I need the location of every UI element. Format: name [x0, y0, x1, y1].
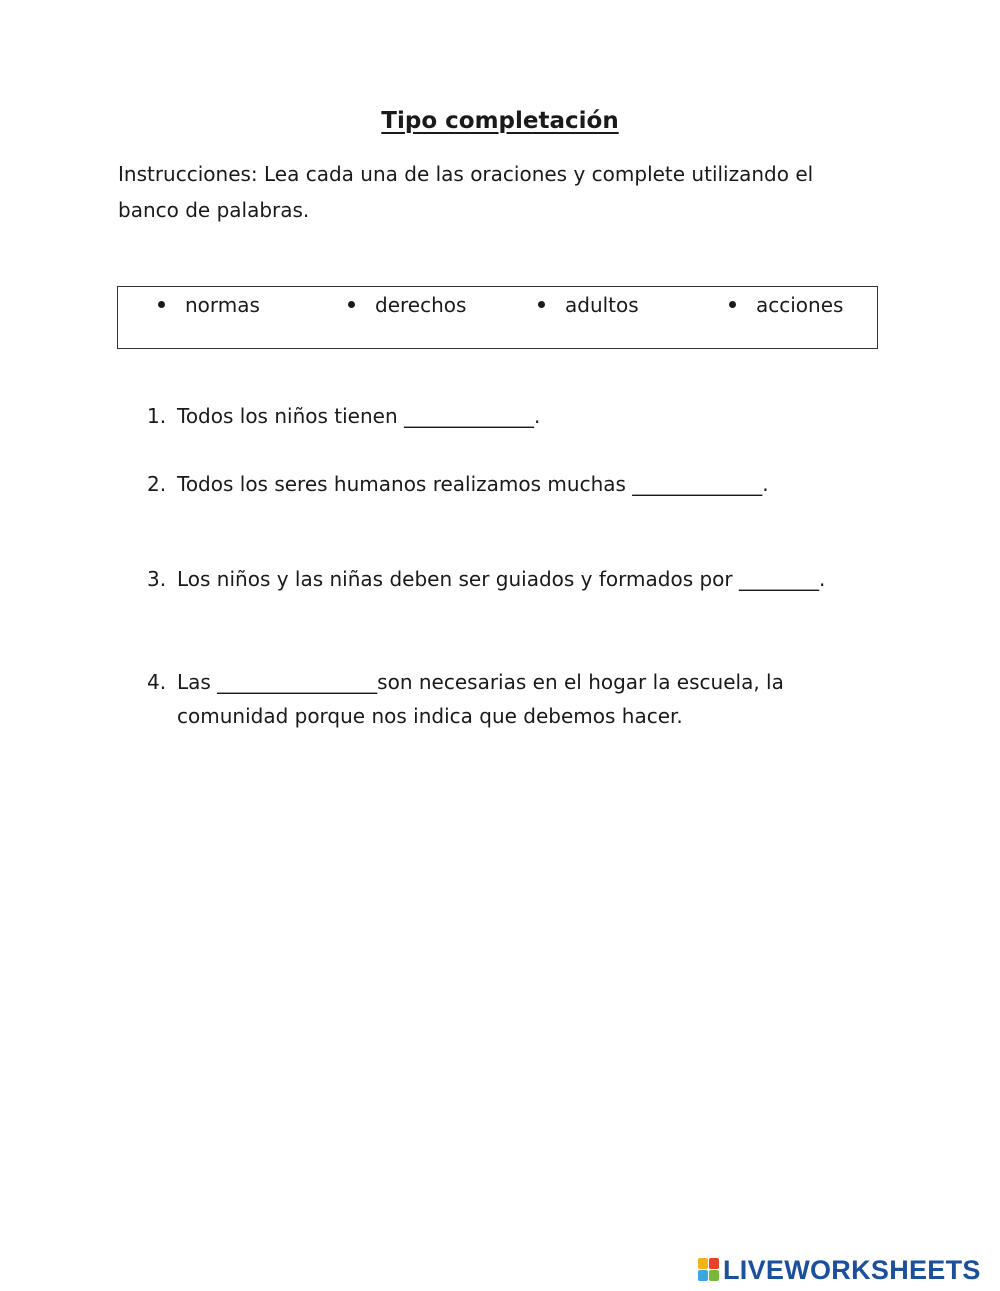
question-item-4: [147, 665, 784, 733]
question-number: 3.: [147, 567, 167, 591]
logo-block-i: [709, 1258, 719, 1269]
logo-block-v: [698, 1270, 708, 1281]
question-item-2: [147, 467, 769, 501]
word-bank-box: [117, 286, 878, 349]
word-bank-label: acciones: [756, 293, 844, 317]
question-text[interactable]: Todos los niños tienen _____________.: [177, 404, 541, 428]
question-number: 4.: [147, 670, 167, 694]
question-text[interactable]: Los niños y las niñas deben ser guiados y formados por ________.: [177, 567, 826, 591]
question-number: 1.: [147, 404, 167, 428]
bullet-icon: [348, 301, 355, 308]
page-title: Tipo completación: [381, 108, 619, 134]
liveworksheets-logo-text: LIVEWORKSHEETS: [723, 1254, 981, 1285]
word-bank-label: normas: [185, 293, 260, 317]
logo-block-e: [709, 1270, 719, 1281]
question-number: 2.: [147, 472, 167, 496]
word-bank-item: [158, 291, 260, 319]
word-bank-item: [348, 291, 466, 319]
liveworksheets-logo: [698, 1255, 981, 1285]
word-bank-item: [538, 291, 639, 319]
word-bank-label: adultos: [565, 293, 639, 317]
question-text[interactable]: Todos los seres humanos realizamos muchas _____________.: [177, 472, 769, 496]
word-bank-label: derechos: [375, 293, 467, 317]
logo-block-l: [698, 1258, 708, 1269]
liveworksheets-logo-icon: [698, 1258, 720, 1282]
instructions-text: Instrucciones: Lea cada una de las oraciones y complete utilizando el banco de palabras.: [118, 162, 814, 222]
question-item-1: [147, 399, 540, 433]
bullet-icon: [158, 301, 165, 308]
bullet-icon: [538, 301, 545, 308]
question-text-line1[interactable]: Las ________________son necesarias en el hogar la escuela, la: [177, 670, 784, 694]
question-item-3: [147, 562, 825, 596]
word-bank-item: [729, 291, 843, 319]
question-text-line2: comunidad porque nos indica que debemos hacer.: [177, 704, 683, 728]
bullet-icon: [729, 301, 736, 308]
